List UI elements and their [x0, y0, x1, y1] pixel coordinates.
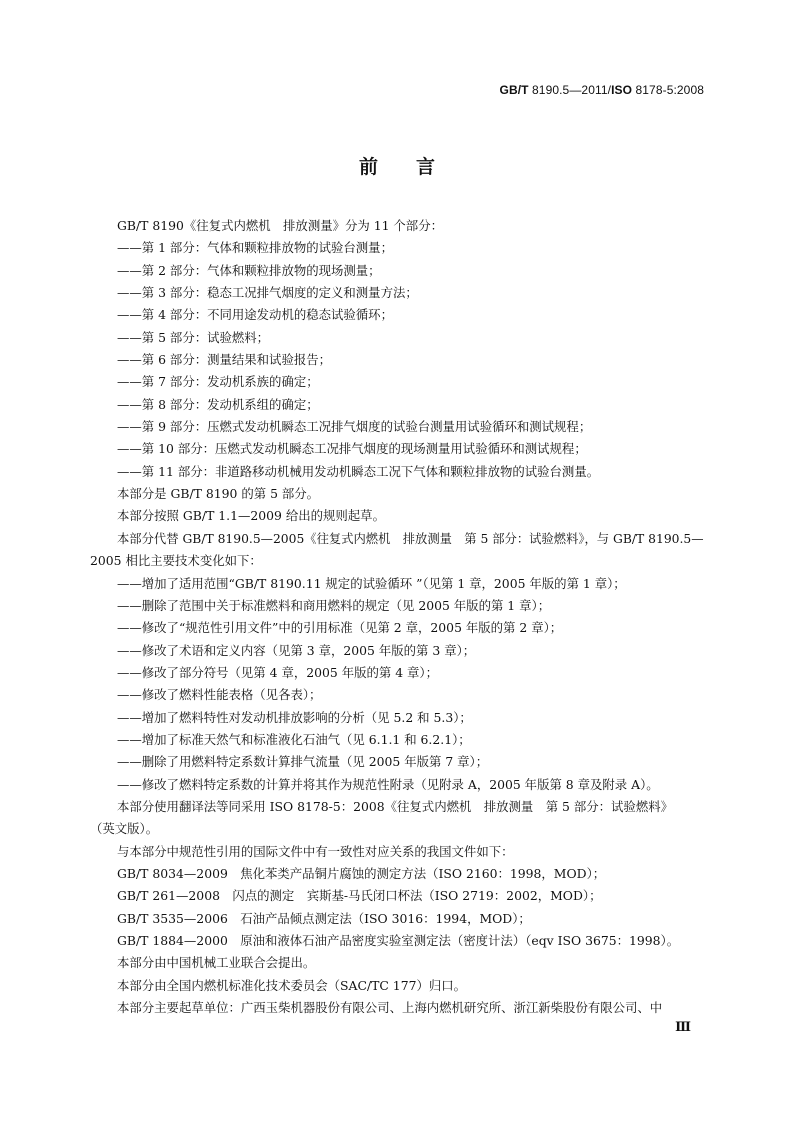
title-char-1: 前	[358, 156, 378, 178]
part-list-item: ——第 7 部分：发动机系族的确定；	[117, 374, 319, 390]
page-title	[0, 152, 794, 179]
change-list-item: ——修改了部分符号（见第 4 章，2005 年版的第 4 章）；	[117, 664, 438, 680]
reference-list-item: GB/T 8034—2009 焦化苯类产品铜片腐蚀的测定方法（ISO 2160：1998，MOD）；	[117, 865, 606, 881]
corresponding-paragraph: 与本部分中规范性引用的国际文件中有一致性对应关系的我国文件如下：	[117, 843, 514, 859]
part-list-item: ——第 2 部分：气体和颗粒排放物的现场测量；	[117, 262, 381, 278]
drafted-paragraph: 本部分按照 GB/T 1.1—2009 给出的规则起草。	[117, 508, 385, 524]
part-list-item: ——第 11 部分：非道路移动机械用发动机瞬态工况下气体和颗粒排放物的试验台测量。	[117, 463, 600, 479]
change-list-item: ——删除了范围中关于标准燃料和商用燃料的规定（见 2005 年版的第 1 章）；	[117, 597, 551, 613]
drafters-paragraph: 本部分主要起草单位：广西玉柴机器股份有限公司、上海内燃机研究所、浙江新柴股份有限公司、中	[117, 1000, 663, 1016]
part-list-item: ——第 4 部分：不同用途发动机的稳态试验循环；	[117, 307, 393, 323]
managed-paragraph: 本部分由全国内燃机标准化技术委员会（SAC/TC 177）归口。	[117, 977, 467, 993]
code-main: 8190.5—2011/	[532, 83, 612, 97]
page-number: Ⅲ	[675, 1020, 690, 1035]
code-prefix: GB/T	[499, 83, 529, 97]
translation-paragraph-line1: 本部分使用翻译法等同采用 ISO 8178-5：2008《往复式内燃机 排放测量 第 5 部分：试验燃料》	[117, 798, 673, 814]
part-list-item: ——第 3 部分：稳态工况排气烟度的定义和测量方法；	[117, 285, 418, 301]
replaces-paragraph-line1: 本部分代替 GB/T 8190.5—2005《往复式内燃机 排放测量 第 5 部分：试验燃料》，与 GB/T 8190.5—	[117, 530, 704, 546]
title-char-2: 言	[416, 156, 436, 178]
translation-paragraph-line2: （英文版）。	[90, 821, 159, 837]
part-list-item: ——第 10 部分：压燃式发动机瞬态工况排气烟度的现场测量用试验循环和测试规程；	[117, 441, 587, 457]
part-list-item: ——第 9 部分：压燃式发动机瞬态工况排气烟度的试验台测量用试验循环和测试规程；	[117, 419, 592, 435]
part-list-item: ——第 5 部分：试验燃料；	[117, 329, 270, 345]
code-iso: ISO	[611, 83, 633, 97]
intro-paragraph: GB/T 8190《往复式内燃机 排放测量》分为 11 个部分：	[117, 218, 443, 233]
change-list-item: ——修改了燃料特定系数的计算并将其作为规范性附录（见附录 A，2005 年版第 8 章及附录 A）。	[117, 776, 659, 792]
reference-list-item: GB/T 3535—2006 石油产品倾点测定法（ISO 3016：1994，MOD）；	[117, 910, 531, 926]
part-list-item: ——第 8 部分：发动机系组的确定；	[117, 396, 319, 412]
replaces-paragraph-line2: 2005 相比主要技术变化如下：	[90, 553, 262, 569]
part-list-item: ——第 6 部分：测量结果和试验报告；	[117, 352, 332, 368]
change-list-item: ——增加了适用范围“GB/T 8190.11 规定的试验循环 ”（见第 1 章，2005 年版的第 1 章）；	[117, 575, 626, 591]
reference-list-item: GB/T 261—2008 闪点的测定 宾斯基-马氏闭口杯法（ISO 2719：2002，MOD）；	[117, 888, 602, 904]
change-list-item: ——删除了用燃料特定系数计算排气流量（见 2005 年版第 7 章）；	[117, 754, 489, 770]
change-list-item: ——增加了燃料特性对发动机排放影响的分析（见 5.2 和 5.3）；	[117, 709, 472, 725]
part-list-item: ——第 1 部分：气体和颗粒排放物的试验台测量；	[117, 240, 393, 256]
change-list-item: ——修改了“规范性引用文件”中的引用标准（见第 2 章，2005 年版的第 2 章）；	[117, 620, 563, 636]
foreword-body	[90, 215, 704, 1019]
reference-list-item: GB/T 1884—2000 原油和液体石油产品密度实验室测定法（密度计法）（eqv ISO 3675：1998）。	[117, 933, 680, 948]
part-of-paragraph: 本部分是 GB/T 8190 的第 5 部分。	[117, 486, 320, 502]
document-code	[500, 83, 704, 97]
change-list-item: ——增加了标准天然气和标准液化石油气（见 6.1.1 和 6.2.1）；	[117, 731, 471, 747]
proposed-paragraph: 本部分由中国机械工业联合会提出。	[117, 955, 316, 971]
code-suffix: 8178-5:2008	[635, 83, 704, 97]
change-list-item: ——修改了燃料性能表格（见各表）；	[117, 687, 322, 703]
change-list-item: ——修改了术语和定义内容（见第 3 章，2005 年版的第 3 章）；	[117, 642, 476, 658]
